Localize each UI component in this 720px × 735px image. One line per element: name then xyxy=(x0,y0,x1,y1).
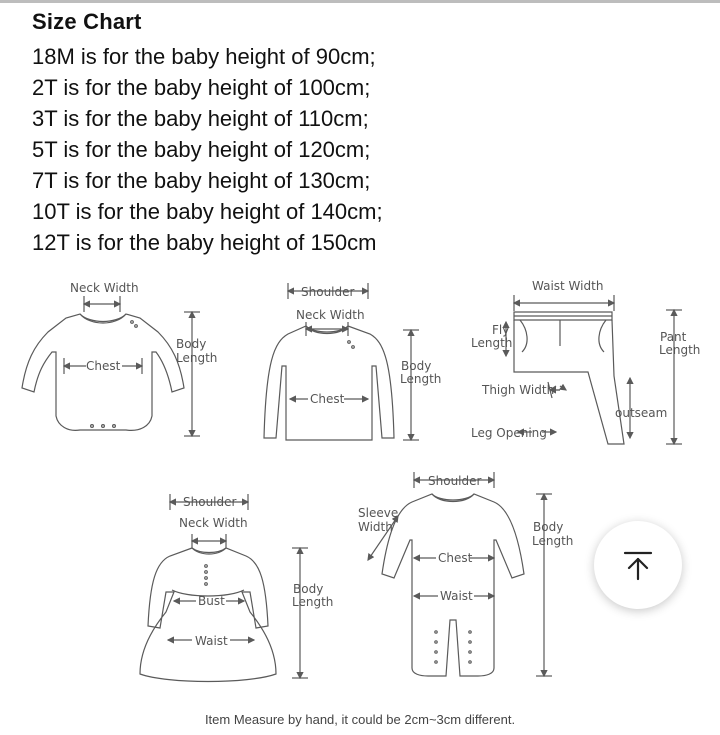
bodysuit-neck-width-label: Neck Width xyxy=(70,281,139,295)
dress-waist-label: Waist xyxy=(195,634,228,648)
measurement-diagram xyxy=(0,265,720,710)
romper-length-label: Length xyxy=(532,534,574,548)
scroll-to-top-button[interactable] xyxy=(594,521,682,609)
dress-body-label: Body xyxy=(293,582,324,596)
bodysuit-chest-label: Chest xyxy=(86,359,121,373)
dress-shoulder-label: Shoulder xyxy=(183,495,237,509)
top-divider xyxy=(0,0,720,3)
pants-icon xyxy=(514,312,624,444)
top-shirt-icon xyxy=(264,326,394,440)
pants-pant-length-label: Length xyxy=(659,343,701,357)
size-line-5t: 5T is for the baby height of 120cm; xyxy=(32,137,371,162)
bodysuit-body-label: Body xyxy=(176,337,207,351)
romper-width-label: Width xyxy=(358,520,393,534)
top-length-label: Length xyxy=(400,372,442,386)
page-title: Size Chart xyxy=(32,9,142,34)
romper-waist-label: Waist xyxy=(440,589,473,603)
pants-thigh-width-label: Thigh Width xyxy=(482,383,555,397)
size-line-10t: 10T is for the baby height of 140cm; xyxy=(32,199,383,224)
pants-waist-width-label: Waist Width xyxy=(532,279,604,293)
size-line-3t: 3T is for the baby height of 110cm; xyxy=(32,106,369,131)
dress-bust-label: Bust xyxy=(198,594,225,608)
top-neck-width-label: Neck Width xyxy=(296,308,365,322)
size-line-12t: 12T is for the baby height of 150cm xyxy=(32,230,377,255)
pants-pant-label: Pant xyxy=(660,330,687,344)
pants-outseam-label: outseam xyxy=(615,406,668,420)
dress-icon xyxy=(140,548,276,682)
dress-neck-width-label: Neck Width xyxy=(179,516,248,530)
footnote: Item Measure by hand, it could be 2cm~3cm different. xyxy=(204,712,516,727)
pants-fly-length-label: Length xyxy=(471,336,513,350)
size-line-18m: 18M is for the baby height of 90cm; xyxy=(32,44,376,69)
pants-leg-opening-label: Leg Opening xyxy=(471,426,547,440)
pants-fly-label: Fly xyxy=(492,323,510,337)
size-list xyxy=(32,41,383,258)
romper-sleeve-label: Sleeve xyxy=(358,506,399,520)
size-line-2t: 2T is for the baby height of 100cm; xyxy=(32,75,371,100)
romper-shoulder-label: Shoulder xyxy=(428,474,482,488)
top-shoulder-label: Shoulder xyxy=(301,285,355,299)
top-body-label: Body xyxy=(401,359,432,373)
dress-length-label: Length xyxy=(292,595,334,609)
arrow-up-to-line-icon xyxy=(620,547,656,583)
size-line-7t: 7T is for the baby height of 130cm; xyxy=(32,168,371,193)
romper-icon xyxy=(382,494,524,676)
bodysuit-length-label: Length xyxy=(176,351,218,365)
romper-body-label: Body xyxy=(533,520,564,534)
romper-chest-label: Chest xyxy=(438,551,473,565)
top-chest-label: Chest xyxy=(310,392,345,406)
